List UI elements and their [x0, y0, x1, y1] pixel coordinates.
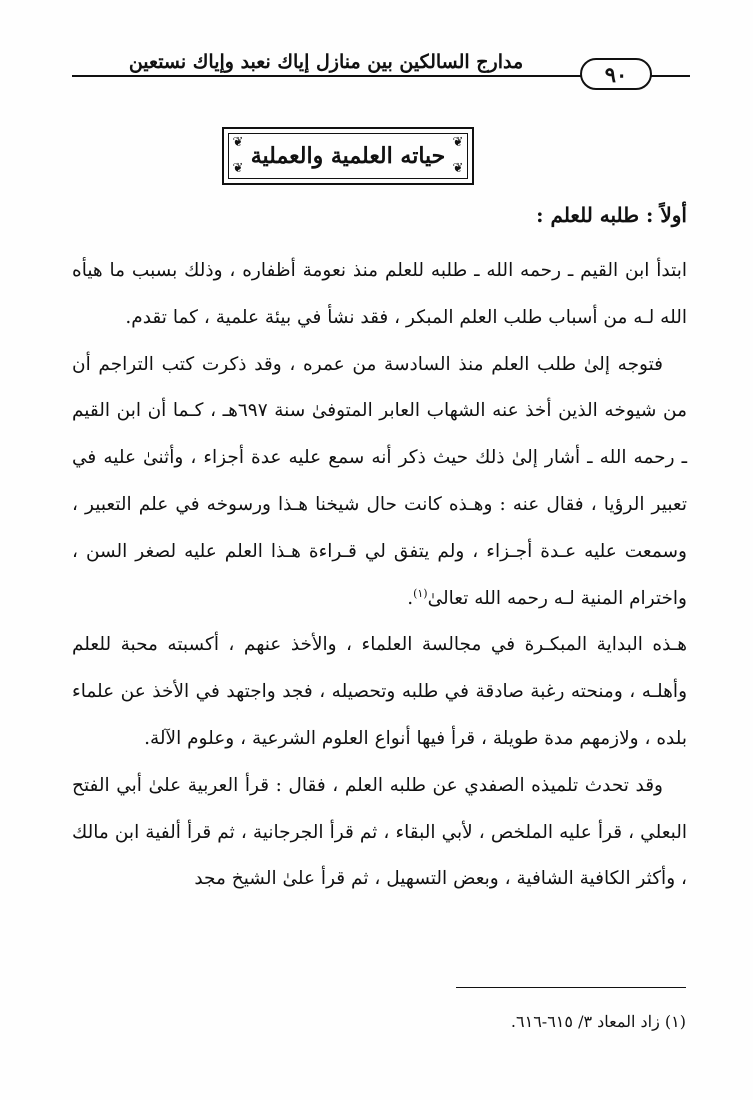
paragraph — [72, 342, 687, 623]
paragraph: ابتدأ ابن القيم ـ رحمه الله ـ طلبه للعلم منذ نعومة أظفاره ، وذلك بسبب ما هيأه الله لـه من أسباب طلب العلم المبكر ، فقد نشأ في بيئة علمية ، كما تقدم. — [72, 260, 687, 328]
subsection-heading: أولاً : طلبه للعلم : — [536, 203, 687, 227]
section-title: حياته العلمية والعملية — [250, 143, 446, 169]
section-title-frame — [222, 127, 474, 185]
footnote-reference: (١) — [413, 586, 428, 600]
paragraph: هـذه البداية المبكـرة في مجالسة العلماء ، والأخذ عنهم ، أكسبته محبة للعلم وأهلـه ، ومنحته رغبة صادقة في طلبه وتحصيله ، فجد واجتهد في الأخذ عن علماء بلده ، ولازمهم مدة طويلة ، قرأ فيها أنواع العلوم الشرعية ، وعلوم الآلة. — [72, 634, 687, 749]
paragraph-end: . — [407, 587, 414, 609]
corner-ornament-icon: ❦ — [232, 161, 244, 176]
footnote: (١) زاد المعاد ٣/ ٦١٥-٦١٦. — [510, 1012, 686, 1031]
running-title: مدارج السالكين بين منازل إياك نعبد وإياك نستعين — [128, 51, 524, 73]
corner-ornament-icon: ❦ — [452, 135, 464, 150]
body-text — [72, 196, 687, 903]
paragraph-text: فتوجه إلىٰ طلب العلم منذ السادسة من عمره ، وقد ذكرت كتب التراجم أن من شيوخه الذين أخذ عنه الشهاب العابر المتوفىٰ سنة ٦٩٧هـ ، كـما أن ابن القيم ـ رحمه الله ـ أشار إلىٰ ذلك حيث ذكر أنه سمع عليه عدة أجزاء ، وأثنىٰ عليه في تعبير الرؤيا ، فقال عنه : وهـذه كانت حال شيخنا هـذا ورسوخه في علم التعبير ، وسمعت عليه عـدة أجـزاء ، ولم يتفق لي قـراءة هـذا العلم عليه لصغر السن ، واخترام المنية لـه رحمه الله تعالىٰ — [72, 353, 687, 609]
corner-ornament-icon: ❦ — [232, 135, 244, 150]
footnote-rule — [456, 987, 686, 988]
page-number: ٩٠ — [580, 58, 652, 90]
paragraph: وقد تحدث تلميذه الصفدي عن طلبه العلم ، فقال : قرأ العربية علىٰ أبي الفتح البعلي ، قرأ عليه الملخص ، لأبي البقاء ، ثم قرأ الجرجانية ، ثم قرأ ألفية ابن مالك ، وأكثر الكافية الشافية ، وبعض التسهيل ، ثم قرأ علىٰ الشيخ مجد — [72, 774, 687, 890]
corner-ornament-icon: ❦ — [452, 161, 464, 176]
